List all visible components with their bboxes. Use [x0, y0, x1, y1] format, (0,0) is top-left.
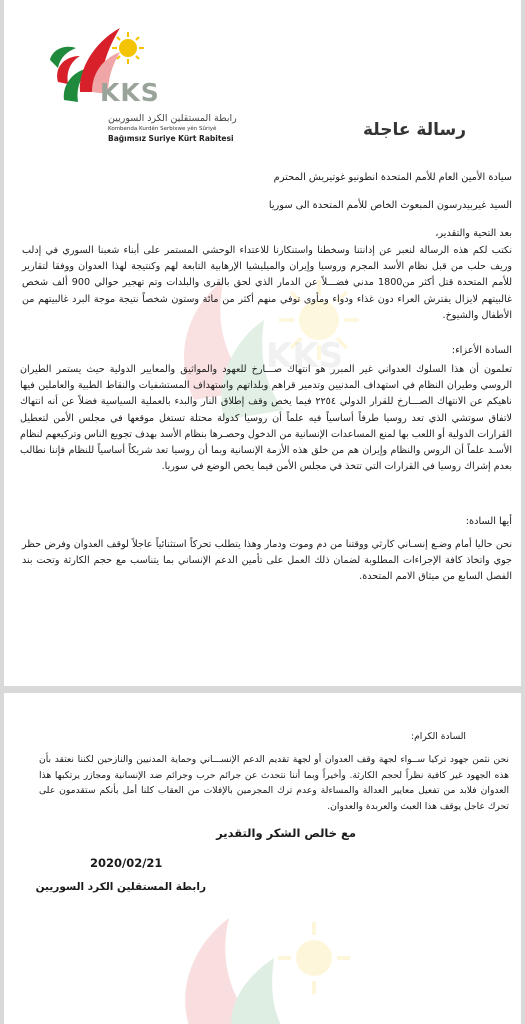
paragraph-1: نكتب لكم هذه الرسالة لنعبر عن إدانتنا وسخطنا واستنكارنا للاعتداء الوحشي المستمر على أبناء شعبنا السوري في إدلب وريف حلب من قبل نظام الأسد المجرم وروسيا وإيران والميليشيا الإرهابية التابعة لهم وكنتيجة لهذا العدوان ووفقا لتقارير للأمم المتحدة قتل أكثر من1800 مدني فضـــلاً عن الدمار الذي لحق بالقرى والبلدات وتم تهجير حوالي 900 ألف شخص غالبيتهم لايزال يفترش العراء دون غذاء ودواء ومأوى توفي منهم أكثر من مائة وستون شخصاً نتيجة موجة البرد غالبيتهم من الأطفال والشيوخ. [22, 245, 512, 321]
logo-kurdish-name: Kombenda Kurdên Serbixwe yên Sûriyê [108, 126, 217, 132]
paragraph-2: تعلمون أن هذا السلوك العدواني غير المبرر هو انتهاك صـــارخ للعهود والمواثيق والمعايير الدولية حيث يستمر الطيران الروسي وطيران النظام في استهداف المدنيين وتدمير قراهم وبلداتهم واستهداف المستشفيات والنقاط الطبية والعاملين فيها ناهيكم عن الانتهاك الصـــارخ للقرار الدولي ٢٢٥٤ فيما يخص وقف إطلاق النار والبدء بالعملية السياسية فضلاً عن أنه انتهاك لاتفاق سوتشي الذي تعد روسيا طرفاً أساسياً فيه علماً أن روسيا كدولة محتلة تستغل موقعها في مجلس الأمن لتعطيل القرارات الدولية أو اللعب بها لمنع المساعدات الإنسانية من الدخول وحصـرها بنظام الأسد بهدف تجويع الناس وتركيعهم لنظام الأسـد علماً أن الروس والنظام وإيران هم من خلق هذه الأزمة الإنسانية وبما أن روسيا تعد شريكاً أساسياً للنظام فإننا نطالب بعدم إشراك روسيا في القرارات التي تتخذ في مجلس الأمن فيما يخص الوضع في سوريا. [20, 364, 512, 473]
paragraph-4: نحن نثمن جهود تركيا ســواء لجهة وقف العدوان أو لجهة تقديم الدعم الإنســـاني وحماية المدنيين والنازحين لكننا نعتقد بأن هذه الجهود غير كافية نظراً لحجم الكارثة. وأخيراً وبما أننا نتحدث عن جرائم حرب وجرائم ضد الإنسانية ومجازر يرتكبها هذا العدوان فلابد من تفعيل معايير العدالة والمساءلة وعدم ترك المجرمين بالإفلات من العقاب كلنا أمل بأنكم ستقدمون على تحرك عاجل يوقف هذا العبث والعربدة والعدوان. [39, 754, 509, 812]
letter-date: 2020/02/21 [90, 856, 163, 870]
kks-watermark-logo-bottom [164, 898, 384, 1024]
salutation-dear-sirs: السادة الأعزاء: [451, 345, 512, 356]
signature-organization: رابطة المستقلين الكرد السوريين [35, 881, 206, 893]
paragraph-3: نحن حاليا أمام وضـع إنسـاني كارثي ووقتنا من دم وموت ودمار وهذا يتطلب تحركاً استثنائياً عاجلاً لوقف العدوان وفرض حظر جوي واتخاذ كافة الإجراءات المطلوبة لضمان ذلك العمل على تأمين الدعم الإنساني بما يتناسب مع حجم الكارثة وتحت بند الفصل السابع من ميثاق الامم المتحدة. [22, 539, 512, 583]
salutation-honorable-sirs: السادة الكرام: [410, 731, 466, 742]
addressee-special-envoy: السيد غيربيدرسون المبعوث الخاص للأمم المتحدة الى سوريا [268, 200, 512, 211]
letter-title: رسالة عاجلة [363, 120, 466, 140]
letter-page-2 [4, 693, 521, 1024]
kks-logo [42, 22, 237, 150]
watermark-text: KKS [266, 336, 344, 376]
logo-brand-text: KKS [100, 78, 160, 107]
letter-page-1 [4, 0, 521, 686]
greeting: بعد التحية والتقدير، [435, 228, 512, 239]
salutation-gentlemen: أيها السادة: [465, 516, 512, 527]
logo-turkish-name: Bağımsız Suriye Kürt Rabitesi [108, 134, 234, 143]
logo-arabic-name: رابطة المستقلين الكرد السوريين [108, 113, 237, 124]
closing-thanks: مع خالص الشكر والتقدير [216, 826, 356, 840]
addressee-secretary-general: سيادة الأمين العام للأمم المتحدة انطونيو غوتيريش المحترم [273, 172, 512, 183]
